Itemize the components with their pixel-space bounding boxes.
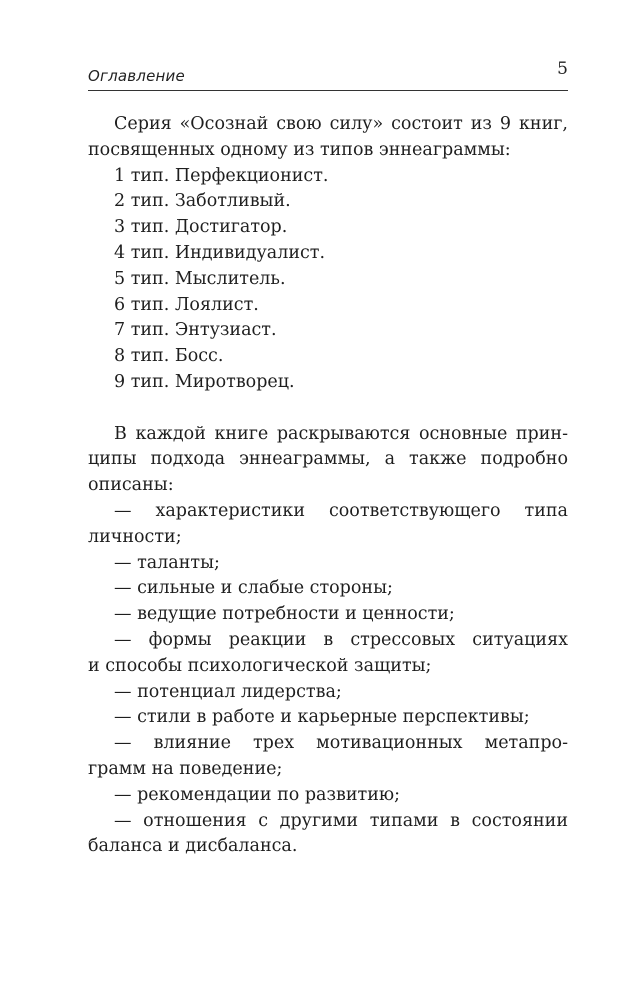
intro-line-1: Серия «Осознай свою силу» состоит из 9 книг, xyxy=(114,114,568,134)
bullet-recommendations: — рекомендации по развитию; xyxy=(114,784,401,805)
bullet-work-styles: — стили в работе и карьерные перспективы; xyxy=(114,707,530,728)
paragraph-gap xyxy=(88,396,568,422)
bullet-stress: — формы реакции в стрессовых ситуациях xyxy=(114,629,568,650)
running-title: Оглавление xyxy=(88,67,185,85)
bullet-needs: — ведущие потребности и ценности; xyxy=(114,604,455,625)
type-list-item: 7 тип. Энтузиаст. xyxy=(114,320,277,341)
bullet-strengths: — сильные и слабые стороны; xyxy=(114,578,393,599)
intro-line-2: посвященных одному из типов эннеаграммы: xyxy=(88,139,511,160)
page-header xyxy=(88,58,568,91)
type-list-item: 4 тип. Индивидуалист. xyxy=(114,242,326,263)
type-list-item: 8 тип. Босс. xyxy=(114,346,224,367)
type-list-item: 1 тип. Перфекционист. xyxy=(114,165,329,186)
bullet-leadership: — потенциал лидерства; xyxy=(114,681,342,702)
bullet-metaprograms-cont: грамм на поведение; xyxy=(88,758,283,779)
body-text xyxy=(88,112,568,860)
page-number: 5 xyxy=(557,59,568,79)
bullet-relations-cont: баланса и дисбаланса. xyxy=(88,836,298,857)
bullet-relations: — отношения с другими типами в состоянии xyxy=(114,810,568,831)
type-list-item: 9 тип. Миротворец. xyxy=(114,371,295,392)
type-list-item: 6 тип. Лоялист. xyxy=(114,294,259,315)
para2-line-1: В каждой книге раскрываются основные прин- xyxy=(114,423,568,444)
bullet-characteristics: — характеристики соответствующего типа xyxy=(114,500,568,521)
type-list-item: 5 тип. Мыслитель. xyxy=(114,268,286,289)
type-list-item: 2 тип. Заботливый. xyxy=(114,191,291,212)
bullet-characteristics-cont: личности; xyxy=(88,526,182,547)
bullet-metaprograms: — влияние трех мотивационных метапро- xyxy=(114,733,568,754)
para2-line-2: ципы подхода эннеаграммы, а также подробно xyxy=(88,449,568,470)
type-list-item: 3 тип. Достигатор. xyxy=(114,217,288,238)
bullet-stress-cont: и способы психологической защиты; xyxy=(88,655,432,676)
para2-line-3: описаны: xyxy=(88,475,174,496)
bullet-talents: — таланты; xyxy=(114,552,220,573)
